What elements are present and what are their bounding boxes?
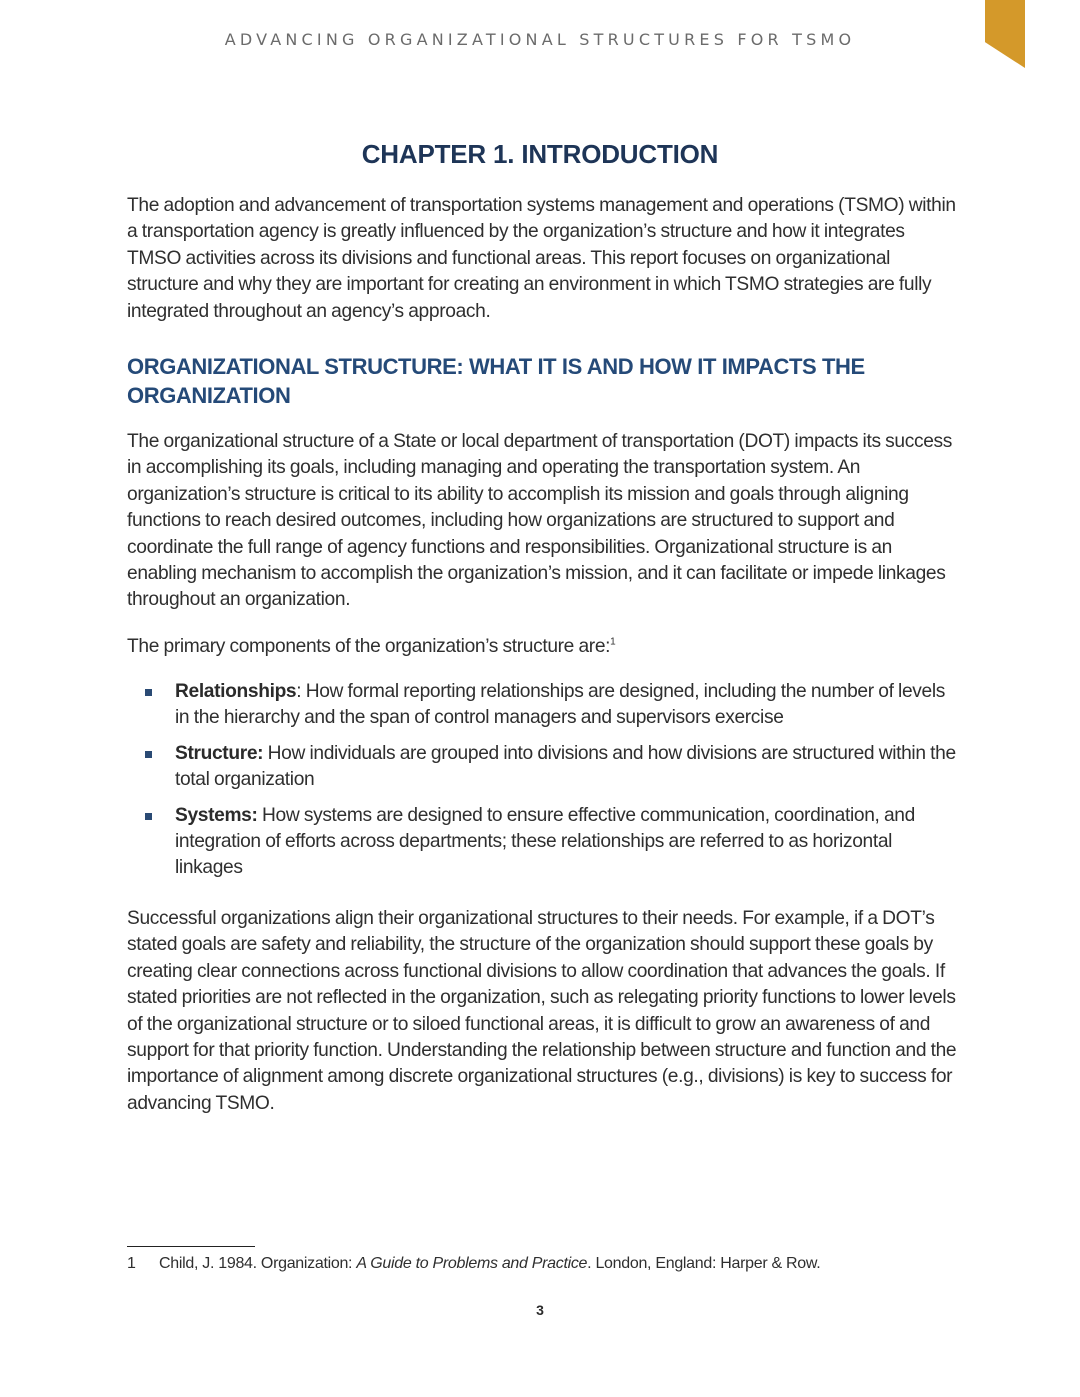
page-number: 3 [536,1302,544,1318]
section-paragraph-2-block [127,906,957,1117]
intro-paragraph: The adoption and advancement of transportation systems management and operations (TSMO) within a transportation agency is greatly influenced by the organization’s structure and how it integrates TMSO activities across its divisions and functional areas. This report focuses on organizational structure and why they are important for creating an environment in which TSMO strategies are fully integrated throughout an agency’s approach. [127,195,956,322]
section-heading: ORGANIZATIONAL STRUCTURE: WHAT IT IS AND HOW IT IMPACTS THE ORGANIZATION [127,354,865,408]
footnote-book-title: A Guide to Problems and Practice [356,1255,588,1272]
chapter-title: CHAPTER 1. INTRODUCTION [361,139,719,170]
running-header: ADVANCING ORGANIZATIONAL STRUCTURES FOR TSMO [224,30,856,49]
chapter-tab-marker [985,0,1025,68]
list-item [127,741,957,794]
footnote-number: 1 [127,1255,136,1272]
list-intro-block [127,634,957,660]
list-intro-text: The primary components of the organization’s structure are: [127,636,611,657]
square-bullet-icon [145,813,152,820]
component-term: Systems: [175,804,258,826]
square-bullet-icon [145,689,152,696]
footnote-text-after: . London, England: Harper & Row. [587,1255,821,1272]
component-description: How systems are designed to ensure effective communication, coordination, and integration of efforts across departments; these relationships are referred to as horizontal linkages [175,804,915,879]
component-description: How formal reporting relationships are designed, including the number of levels in the hierarchy and the span of control managers and supervisors exercise [175,681,946,729]
footnote-reference[interactable]: 1 [610,636,616,648]
section-paragraph-1-block [127,429,957,614]
section-paragraph-2: Successful organizations align their organizational structures to their needs. For example, if a DOT’s stated goals are safety and reliability, the structure of the organization should support these goals by creating clear connections across functional divisions to allow coordination that advances the goals. If stated priorities are not reflected in the organization, such as relegating priority functions to lower levels of the organizational structure or to siloed functional areas, it is difficult to grow an awareness of and support for that priority function. Understanding the relationship between structure and function and the importance of alignment among discrete organizational structures (e.g., divisions) is key to success for advancing TSMO. [127,908,957,1114]
square-bullet-icon [145,751,152,758]
list-item [127,679,957,732]
list-intro [127,634,957,660]
list-item [127,803,957,882]
components-list [127,679,957,891]
component-description: How individuals are grouped into divisions and how divisions are structured within the total organization [175,742,956,791]
intro-section [127,193,957,325]
footnote [127,1253,957,1275]
component-separator: : [296,681,306,702]
footnote-text-before: Child, J. 1984. Organization: [159,1255,357,1272]
component-term: Structure: [175,742,264,764]
footnote-divider [127,1246,255,1247]
section-paragraph-1: The organizational structure of a State or local department of transportation (DOT) impacts its success in accomplishing its goals, including managing and operating the transportation system. An organization’s structure is critical to its ability to accomplish its mission and goals through aligning functions to reach desired outcomes, including how organizations are structured to support and coordinate the full range of agency functions and responsibilities. Organizational structure is an enabling mechanism to accomplish the organization’s mission, and it can facilitate or impede linkages throughout an organization. [127,431,953,611]
component-term: Relationships [175,681,297,702]
